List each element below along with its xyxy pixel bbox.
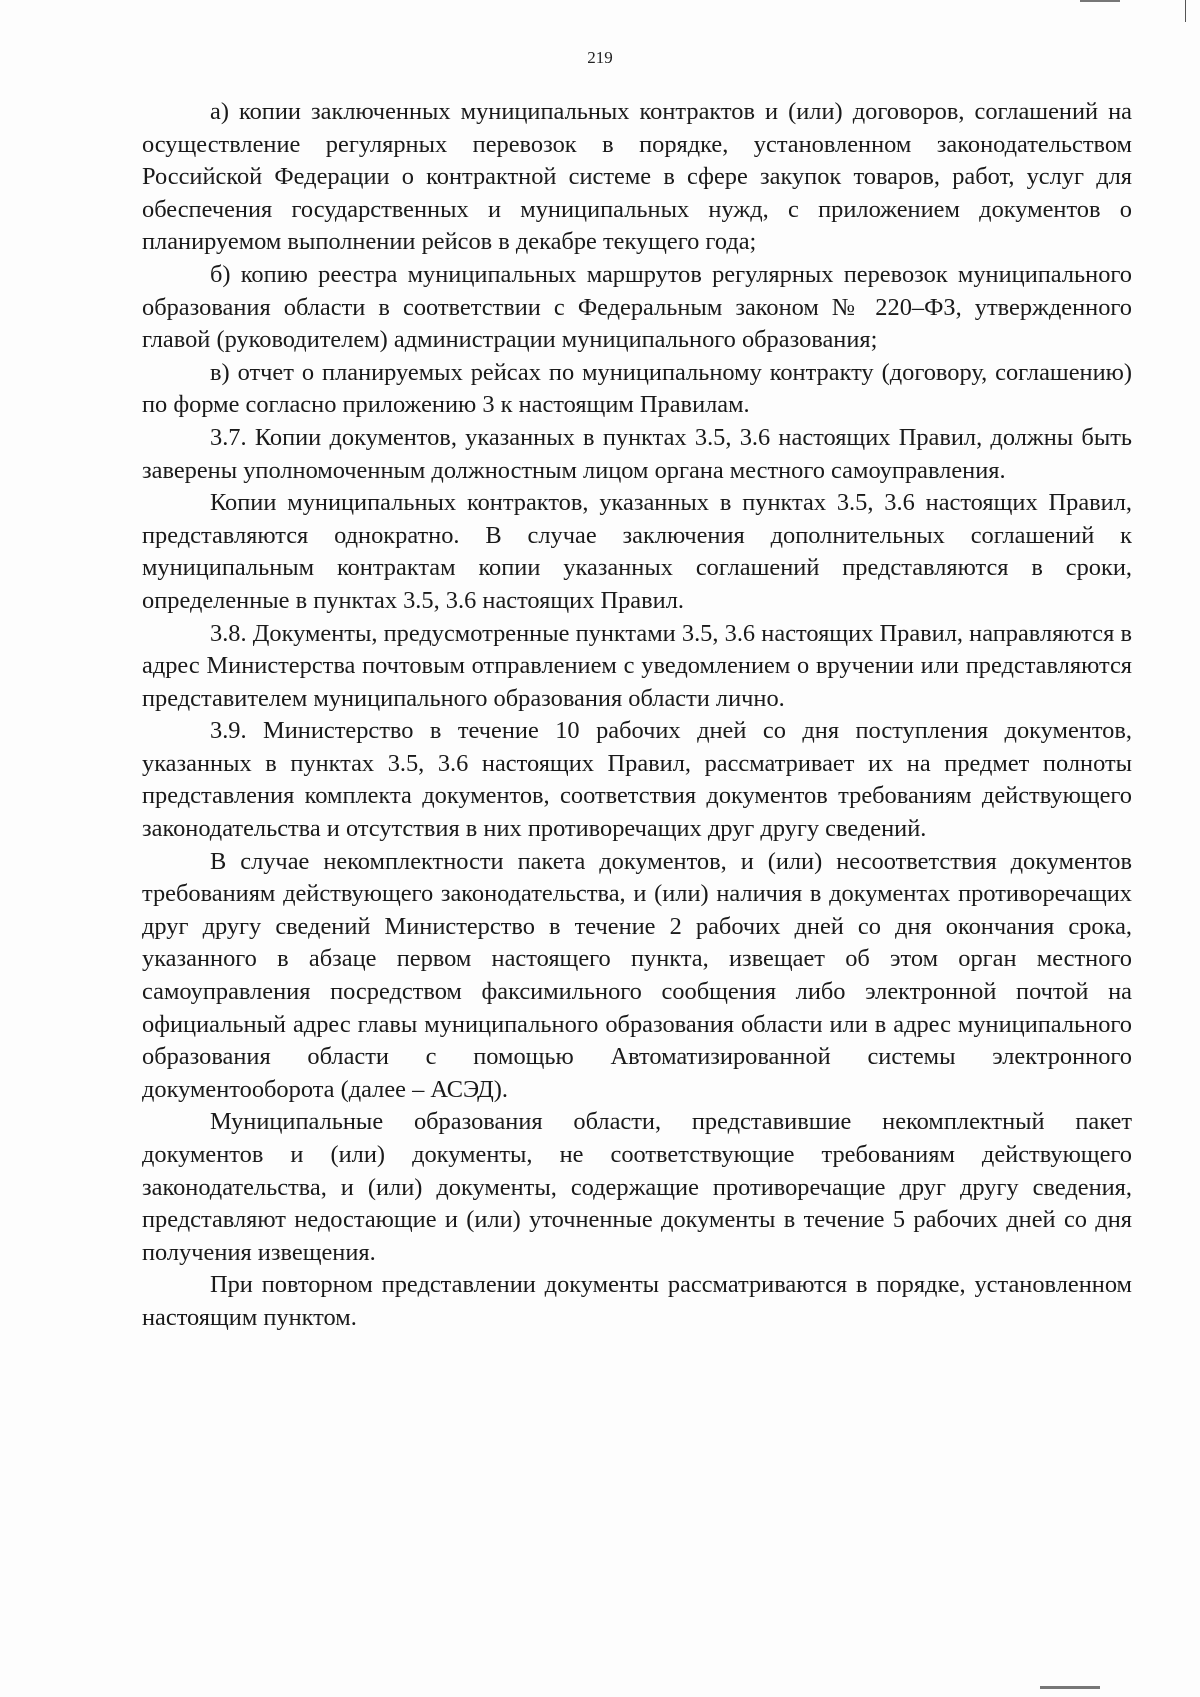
paragraph-a-contracts: а) копии заключенных муниципальных контрактов и (или) договоров, соглашений на осуществление регулярных перевозок в порядке, установленном законодательством Российской Федерации о контрактной системе в сфере закупок товаров, работ, услуг для обеспечения государственных и муниципальных нужд, с приложением документов о планируемом выполнении рейсов в декабре текущего года;	[142, 98, 1132, 256]
paragraph-3-8: 3.8. Документы, предусмотренные пунктами 3.5, 3.6 настоящих Правил, направляются в адрес Министерства почтовым отправлением с уведомлением о вручении или представляются представителем муниципального образования области лично.	[142, 619, 1132, 712]
paragraph-b-registry: б) копию реестра муниципальных маршрутов регулярных перевозок муниципального образования области в соответствии с Федеральным законом № 220–ФЗ, утвержденного главой (руководителем) администрации муниципального образования;	[142, 260, 1132, 354]
scan-mark-top	[1080, 0, 1120, 2]
paragraph-3-7: 3.7. Копии документов, указанных в пунктах 3.5, 3.6 настоящих Правил, должны быть заверены уполномоченным должностным лицом органа местного самоуправления.	[142, 423, 1132, 484]
paragraph-resubmission: Муниципальные образования области, представившие некомплектный пакет документов и (или) документы, не соответствующие требованиям действующего законодательства, и (или) документы, содержащие противоречащие друг другу сведения, представляют недостающие и (или) уточненные документы в течение 5 рабочих дней со дня получения извещения.	[142, 1108, 1132, 1266]
page-number: 219	[587, 48, 613, 67]
paragraph-incomplete-package: В случае некомплектности пакета документов, и (или) несоответствия документов требованиям действующего законодательства, и (или) наличия в документах противоречащих друг другу сведений Министерство в течение 2 рабочих дней со дня окончания срока, указанного в абзаце первом настоящего пункта, извещает об этом орган местного самоуправления посредством факсимильного сообщения либо электронной почтой на официальный адрес главы муниципального образования области или в адрес муниципального образования области с помощью Автоматизированной системы электронного документооборота (далее – АСЭД).	[142, 847, 1132, 1103]
paragraph-repeat-review: При повторном представлении документы рассматриваются в порядке, установленном настоящим пунктом.	[142, 1271, 1132, 1331]
paragraph-v-report: в) отчет о планируемых рейсах по муниципальному контракту (договору, соглашению) по форме согласно приложению 3 к настоящим Правилам.	[142, 358, 1132, 419]
scan-edge-line	[1185, 0, 1186, 22]
paragraph-contract-copies: Копии муниципальных контрактов, указанных в пунктах 3.5, 3.6 настоящих Правил, представляются однократно. В случае заключения дополнительных соглашений к муниципальным контрактам копии указанных соглашений представляются в сроки, определенные в пунктах 3.5, 3.6 настоящих Правил.	[142, 489, 1132, 614]
paragraph-3-9: 3.9. Министерство в течение 10 рабочих дней со дня поступления документов, указанных в пунктах 3.5, 3.6 настоящих Правил, рассматривает их на предмет полноты представления комплекта документов, соответствия документов требованиям действующего законодательства и отсутствия в них противоречащих друг другу сведений.	[142, 717, 1132, 843]
scan-mark-bottom	[1040, 1686, 1100, 1689]
document-body	[142, 96, 1132, 1335]
